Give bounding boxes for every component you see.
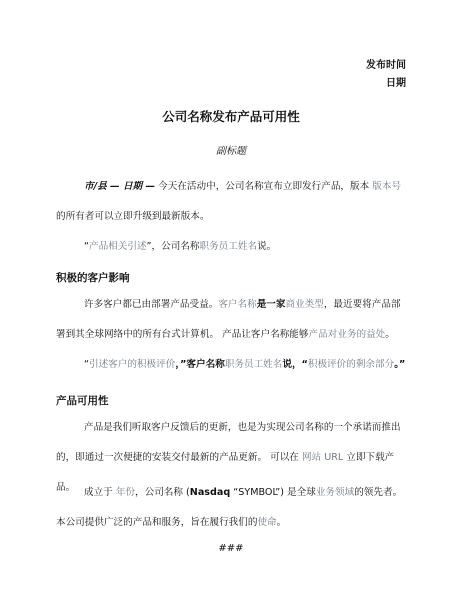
company-paragraph: 成立于 年份，公司名称 (Nasdaq “SYMBOL”) 是全球业务领域的领先者。本公司提供广泛的产品和服务，旨在履行我们的使命。 (56, 487, 403, 528)
url-placeholder: 网站 URL (301, 452, 344, 463)
quote-placeholder: 产品相关引述 (88, 241, 147, 252)
document-subtitle: 副标题 (216, 146, 246, 157)
version-placeholder: 版本号 (372, 181, 402, 192)
customer-name-placeholder: 客户名称 (218, 299, 257, 310)
customer-person-placeholder: 职务员工姓名 (224, 359, 283, 370)
release-block (366, 57, 406, 93)
year-placeholder: 年份 (115, 487, 136, 498)
customer-paragraph: 许多客户都已由部署产品受益。客户名称是一家商业类型，最近要将产品部署到其全球网络中的所有台式计算机。 产品让客户名称能够产品对业务的益处。 (56, 299, 401, 340)
quote-paragraph: “产品相关引述”，公司名称职务员工姓名说。 (84, 241, 277, 252)
section-heading-customer-impact: 积极的客户影响 (56, 272, 130, 284)
quote-rest-placeholder: 积极评价的剩余部分 (307, 359, 395, 370)
document-title: 公司名称发布产品可用性 (162, 109, 300, 124)
business-field-placeholder: 业务领域 (315, 487, 355, 498)
end-mark: ### (218, 543, 244, 554)
mission-placeholder: 使命 (257, 517, 277, 528)
customer-quote-paragraph: “引述客户的积极评价，”客户名称职务员工姓名说，“积极评价的剩余部分。” (84, 359, 406, 370)
business-type-placeholder: 商业类型 (285, 299, 324, 310)
intro-paragraph: 市/县 — 日期 — 今天在活动中，公司名称宣布立即发行产品，版本 版本号 的所有者可以立即升级到最新版本。 (56, 181, 402, 222)
nasdaq-label: Nasdaq (189, 487, 231, 498)
section-heading-availability: 产品可用性 (56, 395, 109, 407)
availability-paragraph: 产品是我们听取客户反馈后的更新，也是为实现公司名称的一个承诺而推出的，即通过一次便捷的安装交付最新的产品更新。 可以在 网站 URL 立即下载产品。 (56, 422, 401, 493)
benefit-placeholder: 产品对业务的益处 (308, 329, 386, 340)
customer-quote-placeholder: 引述客户的积极评价 (88, 359, 176, 370)
dateline: 市/县 — 日期 — (84, 181, 156, 192)
person-placeholder: 职务员工姓名 (199, 241, 258, 252)
release-time-label: 发布时间 (366, 60, 406, 71)
release-date: 日期 (386, 78, 406, 89)
